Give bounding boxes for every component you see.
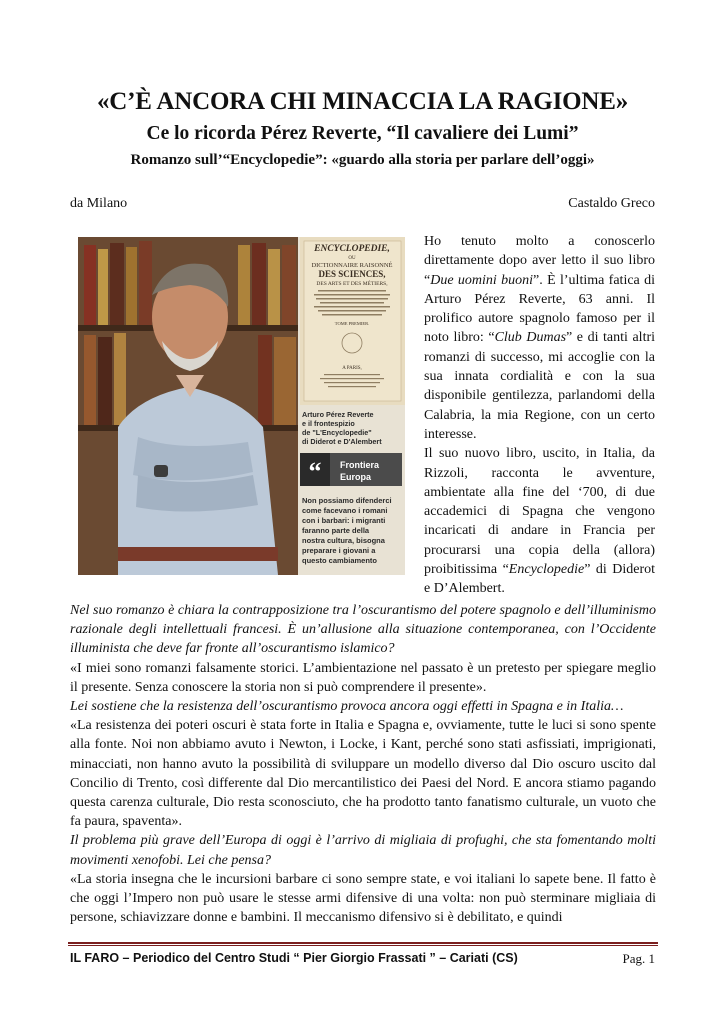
interview-body <box>70 601 656 927</box>
question-1: Nel suo romanzo è chiara la contrapposizione tra l’oscurantismo del potere spagnolo e dell’illuminismo razionale degli intellettuali francesi. È un’allusione alla situazione contemporanea, con l’Occidente illuminista che deve far fronte all’oscurantismo islamico? <box>70 603 656 657</box>
svg-text:di Diderot e D'Alembert: di Diderot e D'Alembert <box>302 437 382 446</box>
question-3: Il problema più grave dell’Europa di oggi è l’arrivo di migliaia di profughi, che sta fomentando molti movimenti xenofobi. Lei che pensa? <box>70 833 656 868</box>
book-line-1: OU <box>348 256 356 261</box>
article-subtitle: Ce lo ricorda Pérez Reverte, “Il cavaliere dei Lumi” <box>146 123 579 144</box>
svg-text:de "L'Encyclopedie": de "L'Encyclopedie" <box>302 428 372 437</box>
intro-paragraph-2: Il suo nuovo libro, uscito, in Italia, da Rizzoli, racconta le avventure, ambientate alla fine del ‘700, di due accademici di Spagna che vengono incaricati di andare in Francia per procurarsi una copia della (allora) proibitissima “Encyclopedie” di Diderot e D’Alembert. <box>424 446 655 597</box>
book-line-3: DES SCIENCES, <box>318 269 386 279</box>
book-line-5: TOME PREMIER. <box>334 321 370 326</box>
encyclopedie-frontispiece <box>300 237 405 405</box>
footer-rule-thin <box>68 945 658 946</box>
answer-1: «I miei sono romanzi falsamente storici. L’ambientazione nel passato è un pretesto per spiegare meglio il presente. Senza conoscere la storia non si può comprendere il presente». <box>70 660 656 695</box>
svg-text:con i barbari: i migranti: con i barbari: i migranti <box>302 516 386 525</box>
dateline: da Milano <box>70 196 128 211</box>
photo-caption <box>302 410 382 446</box>
svg-text:Europa: Europa <box>340 472 372 482</box>
footer-publication: IL FARO – Periodico del Centro Studi “ Pier Giorgio Frassati ” – Cariati (CS) <box>70 951 518 965</box>
book-place: A PARIS, <box>342 366 362 371</box>
svg-text:e il frontespizio: e il frontespizio <box>302 419 355 428</box>
book-line-2: DICTIONNAIRE RAISONNÉ <box>311 262 393 269</box>
quote-mark-icon: “ <box>308 457 322 486</box>
svg-text:nostra cultura, bisogna: nostra cultura, bisogna <box>302 536 385 545</box>
svg-text:questo cambiamento: questo cambiamento <box>302 556 378 565</box>
page-number: Pag. 1 <box>622 951 655 966</box>
svg-text:Arturo Pérez Reverte: Arturo Pérez Reverte <box>302 410 374 419</box>
article-subtitle-secondary: Romanzo sull’“Encyclopedie”: «guardo alla storia per parlare dell’oggi» <box>130 152 595 168</box>
book-title-text: ENCYCLOPEDIE, <box>314 244 390 254</box>
svg-text:preparare i giovani a: preparare i giovani a <box>302 546 376 555</box>
article-photo <box>78 237 405 575</box>
article-title: «C’È ANCORA CHI MINACCIA LA RAGIONE» <box>96 88 629 115</box>
intro-column <box>424 232 655 599</box>
footer-rule <box>68 942 658 944</box>
svg-text:Frontiera: Frontiera <box>340 460 380 470</box>
answer-2: «La resistenza dei poteri oscuri è stata forte in Italia e Spagna e, ovviamente, tutte le luci si sono spente alla fonte. Noi non abbiamo avuto i Newton, i Locke, i Kant, perché sono stati asfissiati, imprigionati, minacciati, non hanno avuto la possibilità di sviluppare un modello diverso dal Dio oscuro uscito dal Concilio di Trento, così differente dal Dio mercantilistico dei Paesi del Nord. E ancora stiamo pagando questa carenza culturale, Dio resta sconosciuto, che ha prodotto tanto fanatismo culturale, un vuoto che fa paura, spaventa». <box>70 718 656 830</box>
author-name: Castaldo Greco <box>568 196 655 211</box>
svg-text:Non possiamo difenderci: Non possiamo difenderci <box>302 496 392 505</box>
frontiera-europa-badge <box>300 453 402 486</box>
question-2: Lei sostiene che la resistenza dell’oscurantismo provoca ancora oggi effetti in Spagna e in Italia… <box>70 699 624 715</box>
svg-text:come facevano i romani: come facevano i romani <box>302 506 388 515</box>
answer-3: «La storia insegna che le incursioni barbare ci sono sempre state, e voi italiani lo sapete bene. Il fatto è che oggi l’Impero non può usare le stesse armi difensive di una volta: non può sterminare migliaia di persone, schiavizzare donne e bambini. Il meccanismo difensivo si è debilitato, e quindi <box>70 871 656 926</box>
book-line-4: DES ARTS ET DES MÉTIERS, <box>316 281 388 287</box>
svg-text:faranno parte della: faranno parte della <box>302 526 370 535</box>
intro-paragraph-1: Ho tenuto molto a conoscerlo direttamente dopo aver letto il suo libro “Due uomini buoni”. È l’ultima fatica di Arturo Pérez Reverte, 63 anni. Il prolifico autore spagnolo famoso per il noto libro: “Club Dumas” e di tanti altri romanzi di successo, mi accoglie con la sua innata cordialità e con la sua disponibile gentilezza, parlandomi della Calabria, la mia Regione, con un certo interesse. <box>424 234 656 442</box>
